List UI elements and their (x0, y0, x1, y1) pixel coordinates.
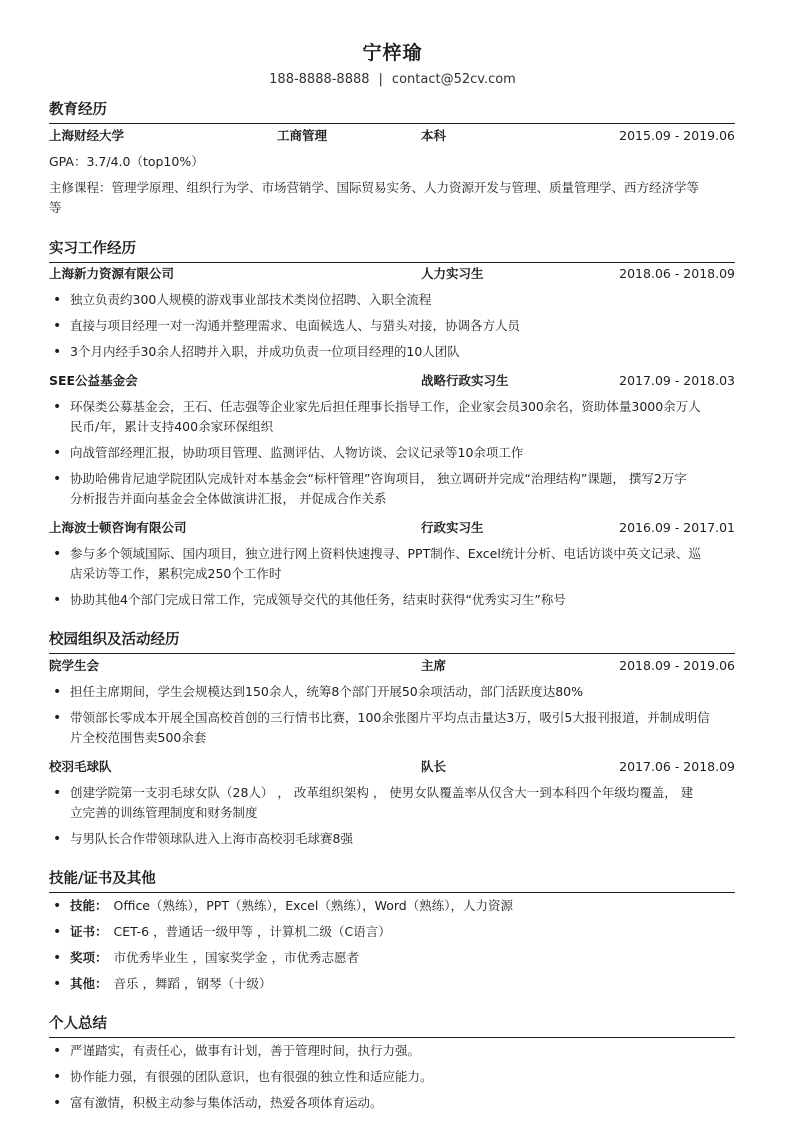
org-bullet: • 担任主席期间，学生会规模达到150余人，统筹8个部门开展50余项活动，部门活跃度达80% (70, 682, 735, 702)
org-bullet: • 与男队长合作带领球队进入上海市高校羽毛球赛8强 (70, 829, 735, 849)
skill-label: 技能： (70, 898, 108, 913)
job-role: 战略行政实习生 (421, 373, 509, 388)
section-title: 实习工作经历 (49, 241, 136, 257)
job-bullet: • 独立负责约300人规模的游戏事业部技术类岗位招聘、入职全流程 (70, 290, 735, 310)
courses-line: 主修课程：管理学原理、组织行为学、市场营销学、国际贸易实务、人力资源开发与管理、质量管理学、西方经济学等 (49, 180, 700, 195)
skill-text: 市优秀毕业生 ，国家奖学金 ，市优秀志愿者 (113, 950, 359, 965)
summary-item: • 严谨踏实，有责任心，做事有计划，善于管理时间，执行力强。 (70, 1041, 735, 1061)
job-bullet (70, 397, 735, 437)
phone-number: 188-8888-8888 (269, 72, 370, 87)
courses (49, 178, 735, 218)
job-role: 人力实习生 (421, 266, 484, 281)
section-internship (49, 238, 735, 263)
section-title: 校园组织及活动经历 (49, 632, 180, 648)
job-row (49, 371, 735, 391)
job-role: 行政实习生 (421, 520, 484, 535)
education-date: 2015.09 - 2019.06 (619, 128, 735, 143)
skill-item (70, 948, 735, 968)
job-date: 2018.06 - 2018.09 (619, 266, 735, 281)
skill-label: 证书： (70, 924, 108, 939)
org-row (49, 656, 735, 676)
candidate-name: 宁梓瑜 (362, 42, 423, 64)
org-role: 队长 (421, 759, 447, 774)
contact-line (0, 72, 785, 87)
school-name: 上海财经大学 (49, 128, 125, 143)
org-role: 主席 (421, 658, 447, 673)
job-row (49, 264, 735, 284)
org-date: 2018.09 - 2019.06 (619, 658, 735, 673)
section-summary (49, 1013, 735, 1038)
section-education (49, 99, 735, 124)
bullet-line: 民币/年，累计支持400余家环保组织 (70, 419, 274, 434)
skill-label: 其他： (70, 976, 108, 991)
company-name: SEE公益基金会 (49, 373, 138, 388)
company-name: 上海波士顿咨询有限公司 (49, 520, 187, 535)
org-date: 2017.06 - 2018.09 (619, 759, 735, 774)
bullet-line: • 参与多个领域国际、国内项目，独立进行网上资料快速搜寻、PPT制作、Excel统计分析、电话访谈中英文记录、巡 (70, 546, 701, 561)
education-row (49, 126, 735, 146)
section-title: 技能/证书及其他 (49, 871, 156, 887)
skill-text: CET-6 ，普通话一级甲等 ，计算机二级（C语言） (113, 924, 391, 939)
skill-text: 音乐 ，舞蹈 ，钢琴（十级） (113, 976, 272, 991)
job-bullet (70, 544, 735, 584)
major: 工商管理 (277, 128, 328, 143)
section-title: 个人总结 (49, 1016, 107, 1032)
bullet-line: • 创建学院第一支羽毛球女队（28人） ， 改革组织架构 ， 使男女队覆盖率从仅含大一到本科四个年级均覆盖， 建 (70, 785, 694, 800)
gpa: GPA：3.7/4.0（top10%） (49, 154, 204, 169)
section-title: 教育经历 (49, 102, 107, 118)
company-name: 上海新力资源有限公司 (49, 266, 175, 281)
job-bullet (70, 469, 735, 509)
job-bullet: • 向战管部经理汇报，协助项目管理、监测评估、人物访谈、会议记录等10余项工作 (70, 443, 735, 463)
skill-text: Office（熟练），PPT（熟练），Excel（熟练），Word（熟练），人力资源 (113, 898, 513, 913)
skill-item (70, 922, 735, 942)
bullet-line: • 协助哈佛肯尼迪学院团队完成针对本基金会“标杆管理”咨询项目， 独立调研并完成“治理结构”课题， 撰写2万字 (70, 471, 687, 486)
org-row (49, 757, 735, 777)
degree: 本科 (421, 128, 447, 143)
contact-separator: | (378, 72, 383, 87)
bullet-line: 店采访等工作，累积完成250个工作时 (70, 566, 282, 581)
job-date: 2016.09 - 2017.01 (619, 520, 735, 535)
section-skills (49, 868, 735, 893)
summary-item: • 富有激情，积极主动参与集体活动，热爱各项体育运动。 (70, 1093, 735, 1113)
org-bullet (70, 783, 735, 823)
bullet-line: • 带领部长零成本开展全国高校首创的三行情书比赛，100余张图片平均点击量达3万，吸引5大报刊报道，并制成明信 (70, 710, 710, 725)
skill-item (70, 974, 735, 994)
bullet-line: 分析报告并面向基金会全体做演讲汇报， 并促成合作关系 (70, 491, 387, 506)
job-row (49, 518, 735, 538)
courses-line: 等 (49, 200, 62, 215)
bullet-line: 片全校范围售卖500余套 (70, 730, 207, 745)
skill-item (70, 896, 735, 916)
job-bullet: • 直接与项目经理一对一沟通并整理需求、电面候选人、与猎头对接，协调各方人员 (70, 316, 735, 336)
summary-item: • 协作能力强，有很强的团队意识，也有很强的独立性和适应能力。 (70, 1067, 735, 1087)
bullet-line: 立完善的训练管理制度和财务制度 (70, 805, 258, 820)
job-bullet: • 协助其他4个部门完成日常工作，完成领导交代的其他任务，结束时获得“优秀实习生”称号 (70, 590, 735, 610)
org-name: 校羽毛球队 (49, 759, 112, 774)
org-bullet (70, 708, 735, 748)
bullet-line: • 环保类公募基金会，王石、任志强等企业家先后担任理事长指导工作，企业家会员300余名，资助体量3000余万人 (70, 399, 701, 414)
skill-label: 奖项： (70, 950, 108, 965)
job-date: 2017.09 - 2018.03 (619, 373, 735, 388)
email-address: contact@52cv.com (391, 72, 516, 87)
job-bullet: • 3个月内经手30余人招聘并入职，并成功负责一位项目经理的10人团队 (70, 342, 735, 362)
section-campus (49, 629, 735, 654)
org-name: 院学生会 (49, 658, 100, 673)
